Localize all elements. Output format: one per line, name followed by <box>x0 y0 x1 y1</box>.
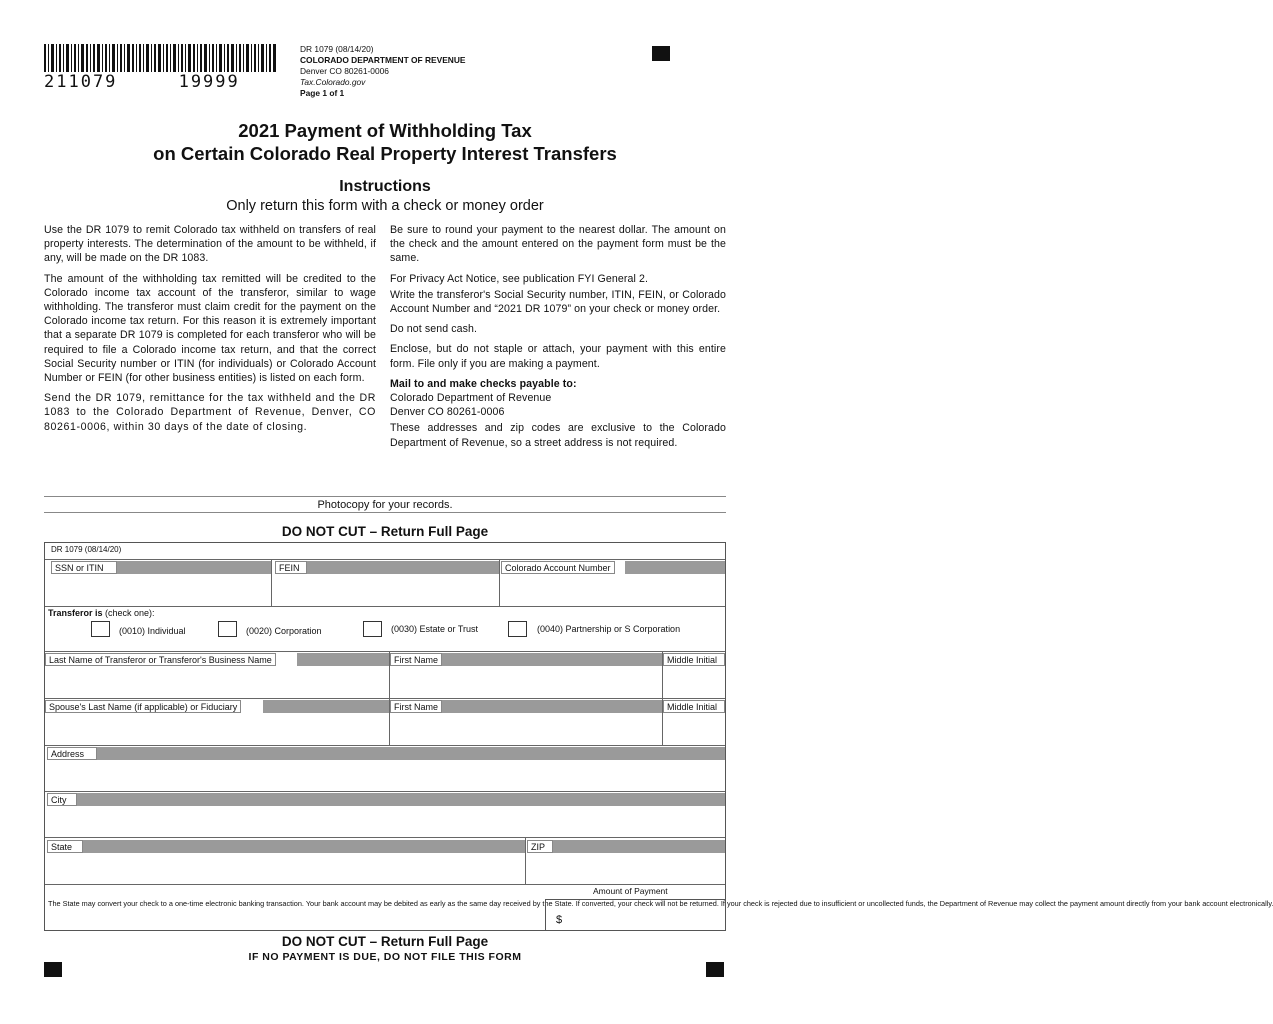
middle-initial-label: Middle Initial <box>663 653 725 666</box>
amount-input[interactable] <box>545 899 725 930</box>
dollar-sign: $ <box>556 914 563 926</box>
option-individual-label: (0010) Individual <box>119 626 186 636</box>
co-account-input[interactable] <box>501 575 723 605</box>
spouse-middle-initial-label: Middle Initial <box>663 700 725 713</box>
amount-label: Amount of Payment <box>593 886 668 896</box>
spouse-last-name-input[interactable] <box>47 714 387 744</box>
ssn-input[interactable] <box>47 575 269 605</box>
spouse-first-name-input[interactable] <box>391 714 661 744</box>
title-line-1: 2021 Payment of Withholding Tax <box>238 120 532 141</box>
instruction-paragraph: These addresses and zip codes are exclusive to the Colorado Department of Revenue, so a street address is not required. <box>390 422 726 449</box>
do-not-cut-heading: DO NOT CUT – Return Full Page <box>281 524 489 539</box>
instructions-heading: Instructions <box>339 178 431 195</box>
instructions-right-column <box>390 223 726 456</box>
instruction-paragraph: Use the DR 1079 to remit Colorado tax withheld on transfers of real property interests. The determination of the amount to be withheld, if any, will be made on the DR 1083. <box>44 224 376 265</box>
co-account-label: Colorado Account Number <box>501 561 615 574</box>
header-city: Denver CO 80261-0006 <box>300 66 389 76</box>
header-form-id: DR 1079 (08/14/20) <box>300 44 374 54</box>
registration-mark <box>44 962 62 977</box>
mail-address-line: Denver CO 80261-0006 <box>390 406 505 419</box>
last-name-input[interactable] <box>47 667 387 697</box>
payment-form <box>44 542 1273 931</box>
form-id-label: DR 1079 (08/14/20) <box>51 545 122 554</box>
barcode-image <box>44 44 276 72</box>
only-return-note: Only return this form with a check or money order <box>226 198 544 214</box>
state-label: State <box>47 840 83 853</box>
option-estate-trust-label: (0030) Estate or Trust <box>391 624 479 634</box>
address-label: Address <box>47 747 97 760</box>
instruction-paragraph: For Privacy Act Notice, see publication FYI General 2. <box>390 272 648 285</box>
instruction-paragraph: The amount of the withholding tax remitted will be credited to the Colorado income tax account of the transferor, similar to wage withholding. The transferor must claim credit for the payment on the Colorado income tax return. For this reason it is extremely important that a separate DR 1079 is completed for each transferor who will be required to file a Colorado income tax return, and that the correct Social Security number or ITIN (for individuals) or Colorado Account Number or FEIN (for other business entities) is listed on each form. <box>44 272 376 385</box>
no-payment-notice: IF NO PAYMENT IS DUE, DO NOT FILE THIS FORM <box>248 951 522 963</box>
instruction-paragraph: Enclose, but do not staple or attach, your payment with this entire form. File only if you are making a payment. <box>390 343 726 370</box>
first-name-label: First Name <box>390 653 442 666</box>
spouse-name-label: Spouse's Last Name (if applicable) or Fiduciary <box>45 700 241 713</box>
header-department: COLORADO DEPARTMENT OF REVENUE <box>300 55 466 65</box>
transferor-is-label: Transferor is (check one): <box>48 608 155 618</box>
option-corporation-label: (0020) Corporation <box>246 626 322 636</box>
instruction-paragraph: Do not send cash. <box>390 323 478 336</box>
checkbox-partnership[interactable] <box>508 621 527 637</box>
spouse-middle-initial-input[interactable] <box>664 714 724 744</box>
instruction-paragraph: Be sure to round your payment to the nearest dollar. The amount on the check and the amount entered on the payment form must be the same. <box>390 224 726 265</box>
barcode-number: 211079 19999 <box>44 72 240 92</box>
electronic-conversion-disclaimer: The State may convert your check to a one-time electronic banking transaction. Your bank account may be debited as early as the same day received by the State. If converted, your check will not be returned. If your check is rejected due to insufficient or uncollected funds, the Department of Revenue may collect the payment amount directly from your bank account electronically. <box>48 899 1273 908</box>
registration-mark <box>706 962 724 977</box>
fein-input[interactable] <box>273 575 497 605</box>
address-input[interactable] <box>47 761 723 790</box>
footer-do-not-cut: DO NOT CUT – Return Full Page <box>281 934 489 949</box>
zip-label: ZIP <box>527 840 553 853</box>
city-input[interactable] <box>47 807 723 836</box>
ssn-label: SSN or ITIN <box>51 561 117 574</box>
instruction-paragraph: Send the DR 1079, remittance for the tax withheld and the DR 1083 to the Colorado Department of Revenue, Denver, CO 80261-0006, within 30 days of the date of closing. <box>44 392 376 433</box>
city-label: City <box>47 793 77 806</box>
spouse-first-name-label: First Name <box>390 700 442 713</box>
checkbox-individual[interactable] <box>91 621 110 637</box>
middle-initial-input[interactable] <box>664 667 724 697</box>
option-partnership-label: (0040) Partnership or S Corporation <box>537 624 681 634</box>
zip-input[interactable] <box>527 854 723 883</box>
registration-mark <box>652 46 670 61</box>
form-header-info <box>300 44 466 99</box>
instructions-left-column <box>44 223 376 440</box>
checkbox-estate-trust[interactable] <box>363 621 382 637</box>
fein-label: FEIN <box>275 561 307 574</box>
header-page: Page 1 of 1 <box>300 88 345 98</box>
mail-to-heading: Mail to and make checks payable to: <box>390 377 577 390</box>
photocopy-note: Photocopy for your records. <box>44 496 726 513</box>
title-line-2: on Certain Colorado Real Property Interest Transfers <box>153 143 617 164</box>
header-website: Tax.Colorado.gov <box>300 77 366 87</box>
mail-address-line: Colorado Department of Revenue <box>390 392 552 405</box>
first-name-input[interactable] <box>391 667 661 697</box>
last-name-label: Last Name of Transferor or Transferor's Business Name <box>45 653 276 666</box>
instruction-paragraph: Write the transferor's Social Security number, ITIN, FEIN, or Colorado Account Number and “2021 DR 1079” on your check or money order. <box>390 288 726 316</box>
state-input[interactable] <box>47 854 523 883</box>
checkbox-corporation[interactable] <box>218 621 237 637</box>
